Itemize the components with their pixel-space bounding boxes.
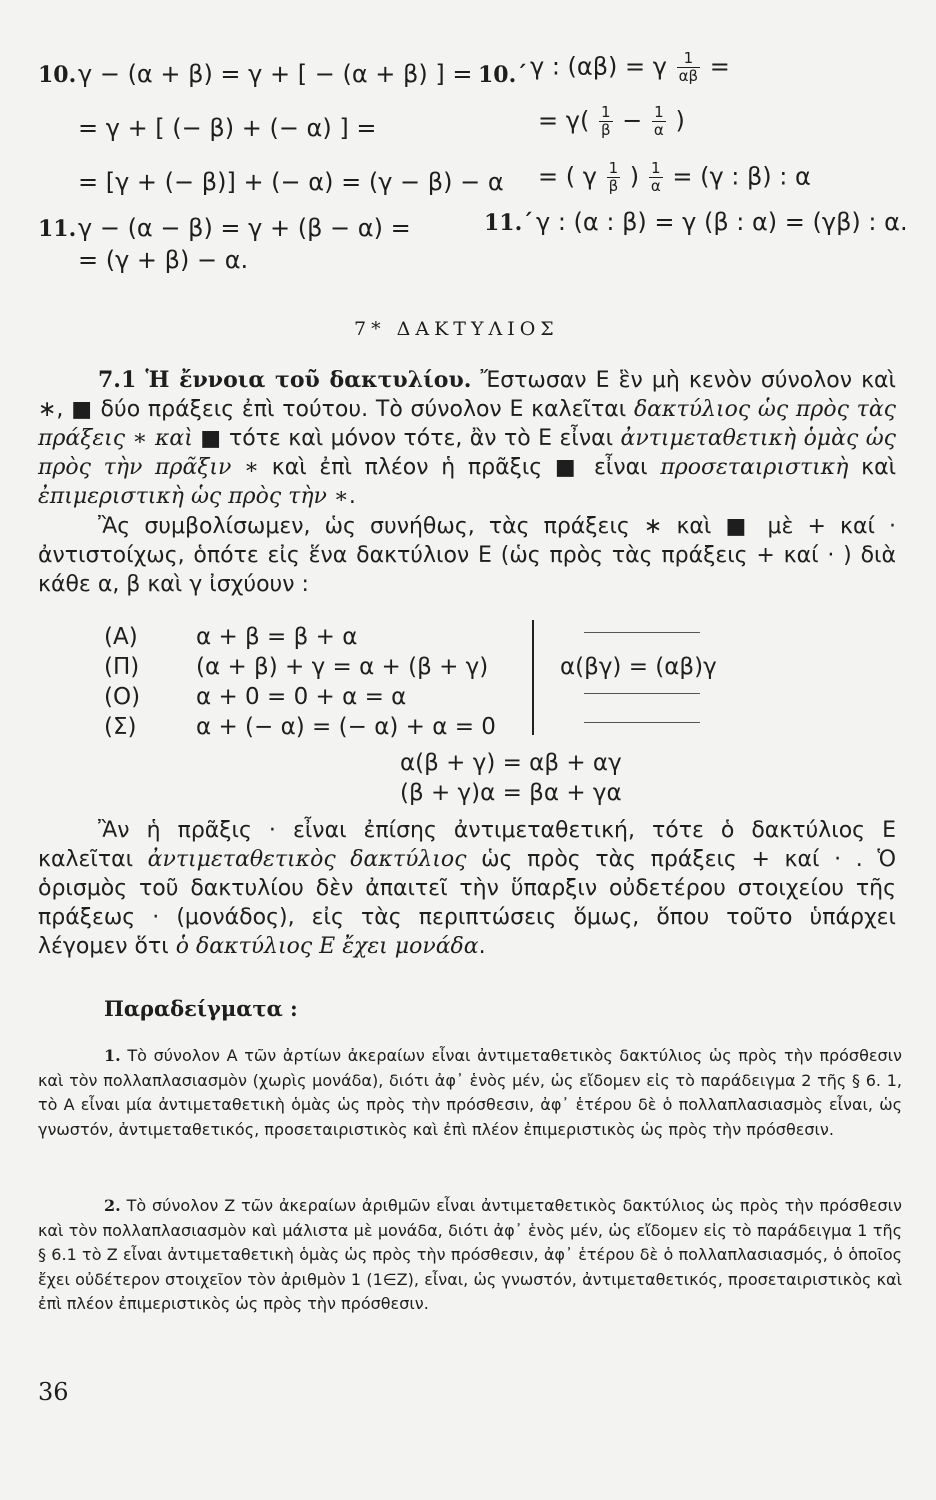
eq10-line1: γ − (α + β) = γ + [ − (α + β) ] = [78, 60, 473, 88]
fraction [677, 50, 700, 85]
definition-text-3: καὶ ἐπὶ πλέον ἡ πρᾶξις ■ εἶναι [259, 455, 661, 480]
eq10p-line1-post: = [709, 52, 730, 81]
numerator: 1 [652, 104, 666, 122]
distributive-right: (β + γ)α = βα + γα [400, 780, 622, 806]
eq10p-line1 [530, 50, 730, 85]
divider-vertical [532, 620, 534, 735]
fraction [649, 160, 663, 195]
distributive-left: α(β + γ) = αβ + αγ [400, 750, 622, 776]
definition-text-2: τότε καὶ μόνον τότε, ἂν τὸ Ε εἶναι [221, 426, 621, 451]
para3-text-2: ὡς πρὸς τὰς πράξεις + καί · . Ὁ ὁρισμὸς τοῦ δακτυλίου δὲν ἀπαιτεῖ τὴν ὕπαρξιν οὐδετέρου στοιχείου τῆς πράξεως · (μονάδος), εἰς τὰς περιπτώσεις ὅμως, ὅπου τοῦτο ὑπάρχει λέγομεν ὅτι [38, 847, 896, 959]
axiom-label-neutral: (Ο) [104, 684, 141, 710]
definition-term-group: ἀντιμεταθετικὴ ὁμὰς ὡς πρὸς τὴν πρᾶξιν ∗ [38, 426, 896, 480]
definition-text-5: . [348, 484, 356, 509]
example-2 [38, 1194, 902, 1317]
numerator: 1 [677, 50, 700, 68]
definition-term-associative: προσεταιριστικὴ [660, 455, 849, 480]
example-2-text: Τὸ σύνολον Ζ τῶν ἀκεραίων ἀριθμῶν εἶναι ἀντιμεταθετικὸς δακτύλιος ὡς πρὸς τὴν πρόσθεσιν καὶ τὸν πολλαπλασιασμὸν καὶ μάλιστα μὲ μονάδα, διότι ἀφ᾽ ἑνὸς μέν, ὡς εἴδομεν εἰς τὸ παράδειγμα 1 τῆς § 6.1 τὸ Ζ εἶναι ἀντιμεταθετικὴ ὁμὰς ὡς πρὸς τὴν πρόσθεσιν, ἀφ᾽ ἑτέρου δὲ ὁ πολλαπλασιασμός, ὁ ὁποῖος ἔχει οὐδέτερον στοιχεῖον τὸν ἀριθμὸν 1 (1∈Ζ), εἶναι, ὡς γνωστόν, ἀντιμεταθετικός, προσεταιριστικὸς καὶ ἐπὶ πλέον ἐπιμεριστικὸς ὡς πρὸς τὴν πρόσθεσιν. [38, 1196, 902, 1313]
axiom-label-inverse: (Σ) [104, 714, 137, 740]
page-number: 36 [38, 1378, 69, 1406]
example-1 [38, 1044, 902, 1142]
fraction [607, 160, 621, 195]
para3-term-commutative-ring: ἀντιμεταθετικὸς δακτύλιος [147, 847, 467, 872]
axiom-inverse: α + (− α) = (− α) + α = 0 [196, 714, 496, 740]
denominator: β [600, 121, 611, 139]
eq10p-line3 [538, 160, 811, 195]
eq11-line1: γ − (α − β) = γ + (β − α) = [78, 214, 411, 242]
denominator: α [653, 121, 664, 139]
definition-text-1: Ἔστωσαν Ε ἓν μὴ κενὸν σύνολον καὶ ∗, ■ δύο πράξεις ἐπὶ τούτου. Τὸ σύνολον Ε καλεῖται [38, 368, 896, 422]
definition-paragraph [38, 366, 896, 511]
eq10-line2: = γ + [ (− β) + (− α) ] = [78, 114, 377, 142]
eq10p-line2-post: ) [675, 106, 685, 135]
eq10p-line1-pre: γ : (αβ) = γ [530, 52, 667, 81]
eq10p-line2 [538, 104, 685, 139]
definition-term-ring: δακτύλιος ὡς πρὸς τὰς πράξεις ∗ καὶ ■ [38, 397, 897, 451]
eq10-label: 10. [38, 62, 77, 88]
axiom-associative: (α + β) + γ = α + (β + γ) [196, 654, 489, 680]
minus-sign: − [622, 106, 643, 135]
commutative-ring-paragraph [38, 816, 896, 961]
eq10-line3: = [γ + (− β)] + (− α) = (γ − β) − α [78, 168, 504, 196]
eq10p-line3-mid: ) [629, 162, 640, 191]
divider-rule [584, 693, 700, 694]
eq11p-line1: γ : (α : β) = γ (β : α) = (γβ) : α. [536, 208, 908, 236]
definition-term-distributive: ἐπιμεριστικὴ ὡς πρὸς τὴν ∗ [38, 484, 349, 509]
numerator: 1 [607, 160, 621, 178]
para3-text-1: Ἂν ἡ πρᾶξις · εἶναι ἐπίσης ἀντιμεταθετική, τότε ὁ δακτύλιος Ε καλεῖται [38, 818, 896, 872]
eq10p-line2-pre: = γ( [538, 106, 590, 135]
multiplication-associative: α(βγ) = (αβ)γ [560, 654, 717, 680]
axiom-label-commutative: (Α) [104, 624, 138, 650]
fraction [652, 104, 666, 139]
eq10p-line3-post: = (γ : β) : α [672, 162, 811, 191]
example-1-number: 1. [104, 1046, 121, 1065]
divider-rule [584, 632, 700, 633]
examples-heading: Παραδείγματα : [104, 996, 298, 1021]
divider-rule [584, 722, 700, 723]
numerator: 1 [649, 160, 663, 178]
axiom-commutative: α + β = β + α [196, 624, 358, 650]
eq10p-label: 10.΄ [478, 62, 528, 88]
definition-text-4: καὶ [848, 455, 897, 480]
section-heading: 7* ΔΑΚΤΥΛΙΟΣ [354, 318, 559, 340]
para3-term-unity: ὁ δακτύλιος Ε ἔχει μονάδα [175, 934, 479, 959]
axiom-neutral: α + 0 = 0 + α = α [196, 684, 407, 710]
para3-text-3: . [478, 934, 486, 959]
eq11-label: 11. [38, 216, 77, 242]
denominator: β [608, 177, 619, 195]
axiom-label-associative: (Π) [104, 654, 140, 680]
notation-paragraph [38, 512, 896, 599]
denominator: αβ [678, 67, 699, 85]
numerator: 1 [599, 104, 613, 122]
notation-text: Ἂς συμβολίσωμεν, ὡς συνήθως, τὰς πράξεις ∗ καὶ ■ μὲ + καί · ἀντιστοίχως, ὁπότε εἰς ἕνα δακτύλιον Ε (ὡς πρὸς τὰς πράξεις + καί · ) διὰ κάθε α, β καὶ γ ἰσχύουν : [38, 514, 896, 597]
eq11-line2: = (γ + β) − α. [78, 246, 249, 274]
example-1-text: Τὸ σύνολον Α τῶν ἀρτίων ἀκεραίων εἶναι ἀντιμεταθετικὸς δακτύλιος ὡς πρὸς τὴν πρόσθεσιν καὶ τὸν πολλαπλασιασμὸν (χωρὶς μονάδα), διότι ἀφ᾽ ἑνὸς μέν, ὡς εἴδομεν εἰς τὸ παράδειγμα 2 τῆς § 6. 1, τὸ Α εἶναι μία ἀντιμεταθετικὴ ὁμὰς ὡς πρὸς τὴν πρόσθεσιν, ἀφ᾽ ἑτέρου δὲ ὁ πολλαπλασιασμὸς εἶναι, ὡς γνωστόν, ἀντιμεταθετικός, προσεταιριστικὸς καὶ ἐπὶ πλέον ἐπιμεριστικὸς ὡς πρὸς τὴν πρόσθεσιν. [38, 1046, 902, 1139]
eq11p-label: 11.΄ [484, 210, 534, 236]
eq10p-line3-pre: = ( γ [538, 162, 597, 191]
denominator: α [650, 177, 661, 195]
fraction [599, 104, 613, 139]
example-2-number: 2. [104, 1196, 121, 1215]
definition-number: 7.1 [98, 367, 137, 393]
definition-title: Ἡ ἔννοια τοῦ δακτυλίου. [145, 367, 472, 393]
